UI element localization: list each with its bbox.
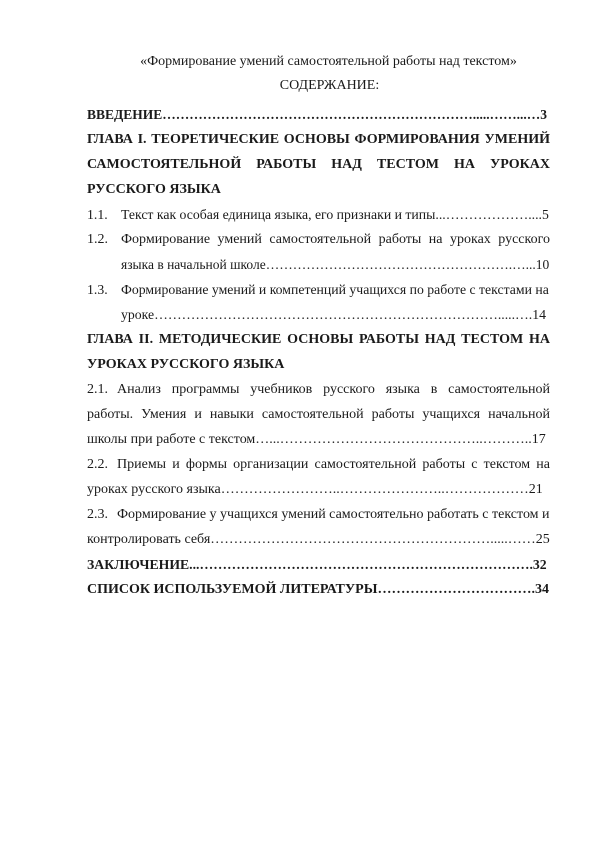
- toc-chapter-1-line-3: РУССКОГО ЯЗЫКА: [87, 182, 221, 197]
- toc-section-text: Текст как особая единица языка, его признаки и типы...………………....5: [121, 207, 549, 222]
- toc-section-text-line-2: уроке………………………………………………………………….....….14: [121, 307, 546, 322]
- toc-section-text-line-1: Формирование умений и компетенций учащихся по работе с текстами на: [121, 282, 549, 297]
- toc-chapter-1-line-1: ГЛАВА I. ТЕОРЕТИЧЕСКИЕ ОСНОВЫ ФОРМИРОВАНИЯ УМЕНИЙ: [87, 132, 550, 147]
- toc-section-number: 1.2.: [87, 232, 108, 247]
- toc-chapter-1-line-2: САМОСТОЯТЕЛЬНОЙ РАБОТЫ НАД ТЕСТОМ НА УРОКАХ: [87, 157, 550, 172]
- toc-section-text-line-1: Формирование умений самостоятельной работы на уроках русского: [121, 232, 550, 247]
- toc-literature: СПИСОК ИСПОЛЬЗУЕМОЙ ЛИТЕРАТУРЫ…………………………….34: [87, 582, 549, 597]
- toc-section-1-1: [87, 202, 550, 227]
- toc-section-text-line-2: уроках русского языка……………………..…………………..………………21: [87, 482, 543, 497]
- toc-section-2-1: [87, 377, 550, 452]
- document-title: «Формирование умений самостоятельной работы над текстом»: [140, 54, 517, 69]
- table-of-contents: [87, 102, 550, 602]
- toc-section-number: 1.3.: [87, 282, 108, 297]
- toc-section-number: 2.2.: [87, 457, 108, 472]
- toc-chapter-2-line-1: ГЛАВА II. МЕТОДИЧЕСКИЕ ОСНОВЫ РАБОТЫ НАД ТЕСТОМ НА: [87, 332, 550, 347]
- contents-heading: СОДЕРЖАНИЕ:: [279, 78, 380, 93]
- toc-section-1-3: [87, 277, 550, 327]
- toc-section-text-line-1: Формирование у учащихся умений самостоятельно работать с текстом и: [117, 507, 550, 522]
- toc-section-number: 2.1.: [87, 382, 108, 397]
- toc-intro: ВВЕДЕНИЕ…………………………………………………………….....……...…3: [87, 107, 548, 122]
- toc-section-number: 2.3.: [87, 507, 108, 522]
- toc-section-2-2: [87, 452, 550, 502]
- toc-section-2-3: [87, 502, 550, 552]
- toc-chapter-2: [87, 327, 550, 377]
- toc-conclusion: ЗАКЛЮЧЕНИЕ...……………………………………………………………….32: [87, 557, 547, 572]
- toc-section-text-line-2: языка в начальной школе……………………………………………….…...10: [121, 257, 550, 272]
- toc-section-number: 1.1.: [87, 207, 108, 222]
- toc-section-text-line-1: Приемы и формы организации самостоятельной работы с текстом на: [117, 457, 550, 472]
- toc-section-text-line-2: работы. Умения и навыки самостоятельной работы учащихся начальной: [87, 407, 550, 422]
- toc-section-1-2: [87, 227, 550, 277]
- toc-section-text-line-2: контролировать себя…………………………………………………….....……25: [87, 532, 550, 547]
- toc-chapter-2-line-2: УРОКАХ РУССКОГО ЯЗЫКА: [87, 357, 285, 372]
- toc-section-text-line-1: Анализ программы учебников русского языка в самостоятельной: [117, 382, 550, 397]
- toc-chapter-1: [87, 127, 550, 202]
- toc-section-text-line-3: школы при работе с текстом…...……………………………………..………..17: [87, 432, 546, 447]
